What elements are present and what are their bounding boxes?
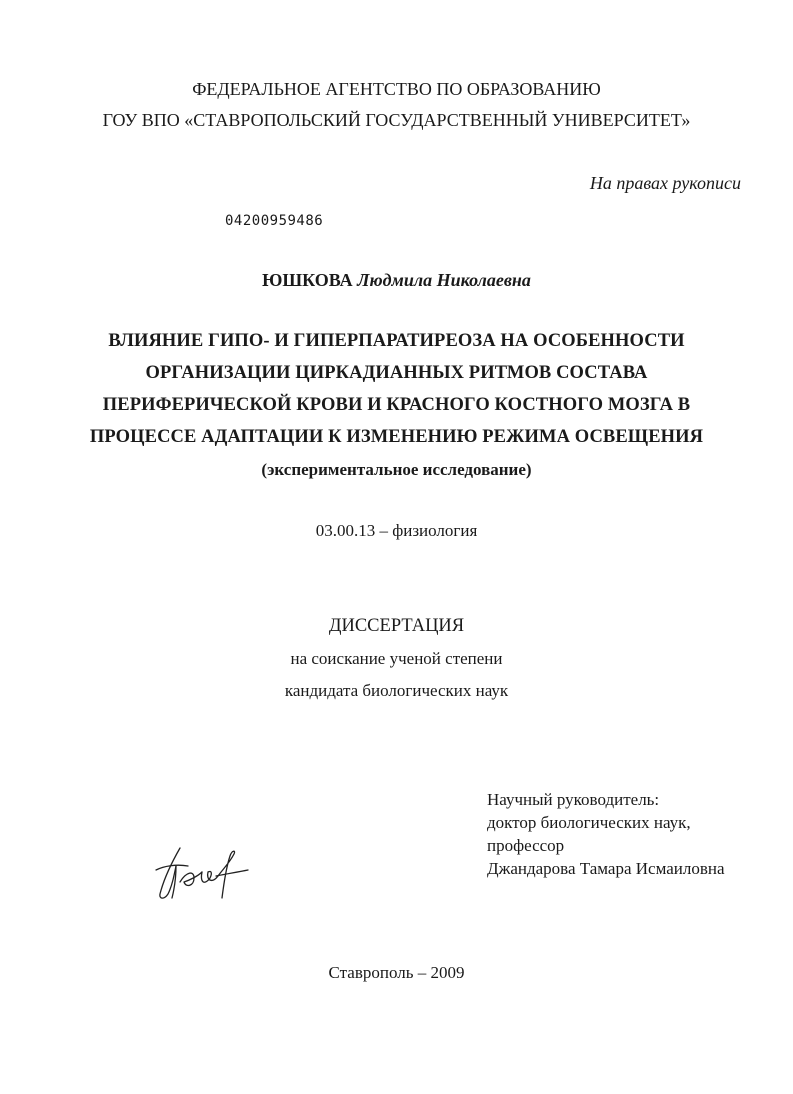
degree-line-1: на соискание ученой степени — [290, 649, 503, 668]
manuscript-rights-note: На правах рукописи — [589, 173, 741, 193]
title-line-3: ПЕРИФЕРИЧЕСКОЙ КРОВИ И КРАСНОГО КОСТНОГО МОЗГА В — [102, 395, 691, 415]
agency-heading: ФЕДЕРАЛЬНОЕ АГЕНТСТВО ПО ОБРАЗОВАНИЮ — [192, 79, 601, 99]
author-surname: ЮШКОВА — [262, 270, 353, 290]
title-line-2: ОРГАНИЗАЦИИ ЦИРКАДИАННЫХ РИТМОВ СОСТАВА — [145, 363, 648, 383]
title-line-1: ВЛИЯНИЕ ГИПО- И ГИПЕРПАРАТИРЕОЗА НА ОСОБЕННОСТИ — [108, 331, 685, 351]
title-subtitle: (экспериментальное исследование) — [261, 460, 532, 479]
author-given-names: Людмила Николаевна — [357, 270, 531, 290]
handwritten-signature-icon — [150, 842, 255, 904]
city-year: Ставрополь – 2009 — [328, 963, 465, 982]
advisor-degree: доктор биологических наук, — [487, 813, 691, 832]
title-line-4: ПРОЦЕССЕ АДАПТАЦИИ К ИЗМЕНЕНИЮ РЕЖИМА ОСВЕЩЕНИЯ — [89, 427, 704, 447]
document-type: ДИССЕРТАЦИЯ — [328, 616, 465, 636]
advisor-role: Научный руководитель: — [487, 790, 660, 809]
advisor-block — [487, 788, 725, 880]
university-heading: ГОУ ВПО «СТАВРОПОЛЬСКИЙ ГОСУДАРСТВЕННЫЙ УНИВЕРСИТЕТ» — [102, 110, 691, 130]
degree-line-2: кандидата биологических наук — [284, 681, 509, 700]
registration-code: 04200959486 — [225, 213, 324, 229]
author-name — [0, 269, 793, 291]
advisor-name: Джандарова Тамара Исмаиловна — [487, 859, 725, 878]
advisor-rank: профессор — [487, 836, 565, 855]
specialty-code: 03.00.13 – физиология — [315, 521, 478, 540]
